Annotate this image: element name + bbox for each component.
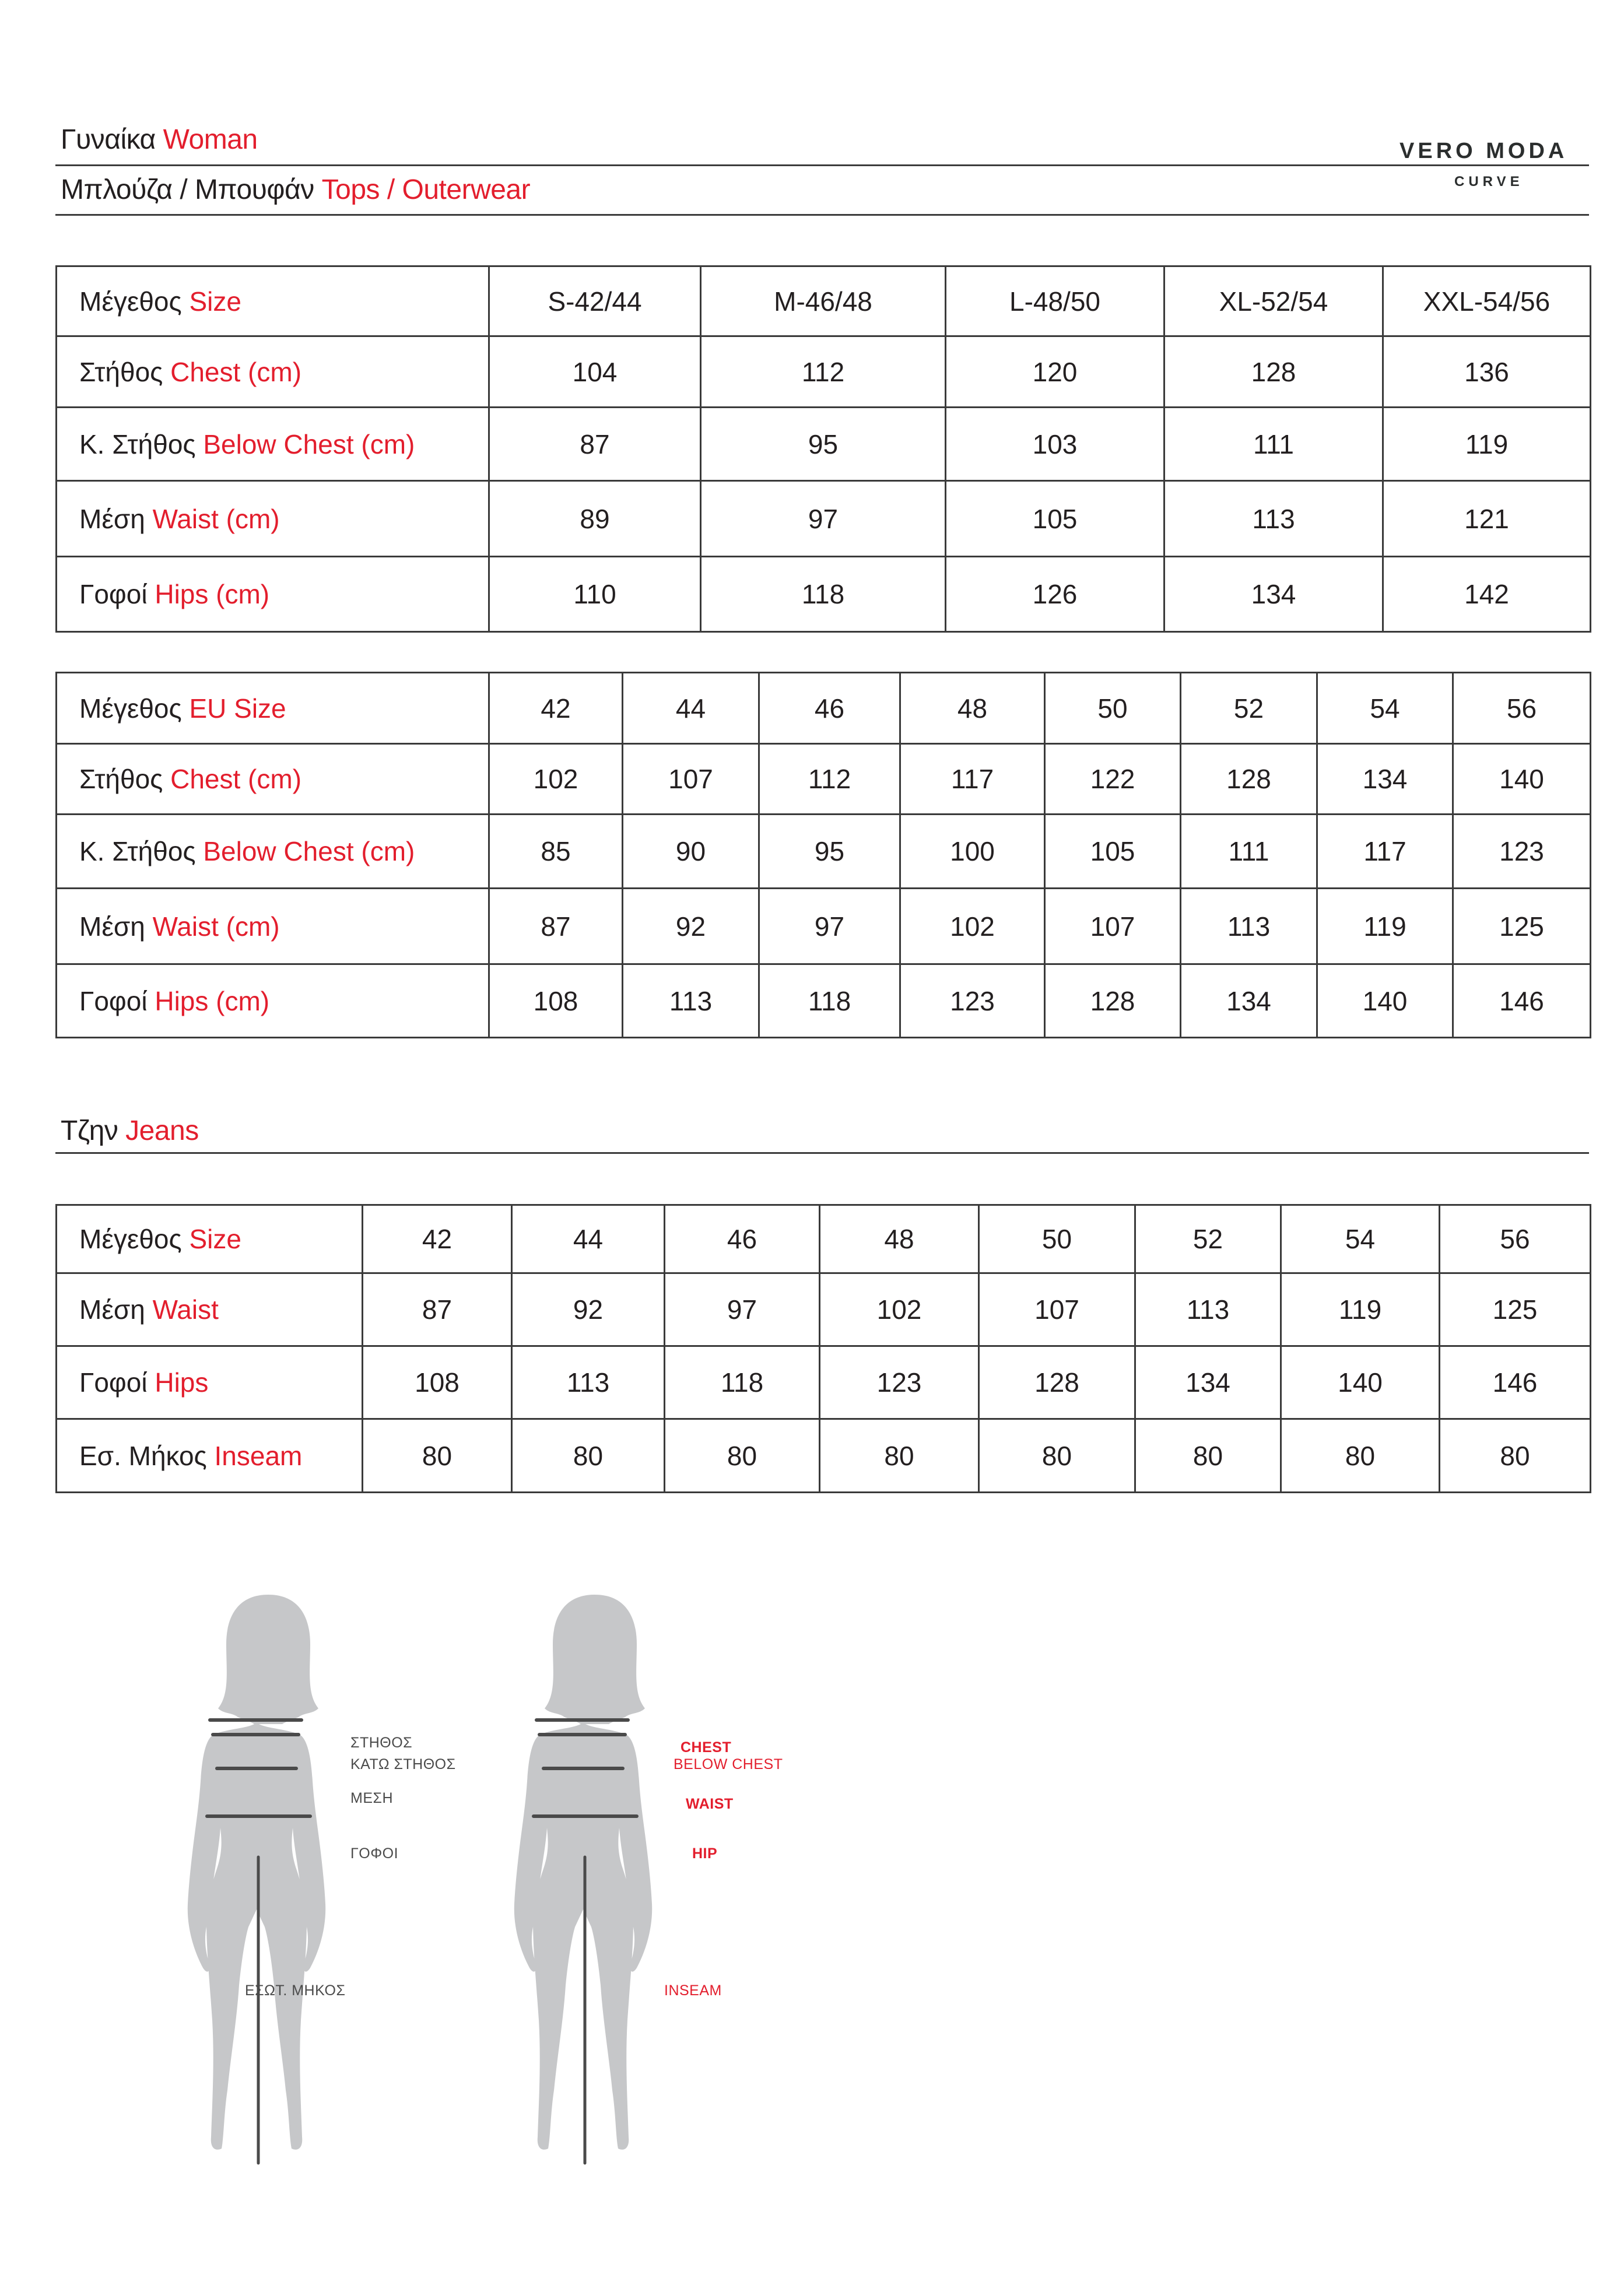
- table-cell: 108: [489, 964, 623, 1038]
- table-row: [57, 1419, 1591, 1493]
- figure-label-inseam-gr: ΕΣΩΤ. ΜΗΚΟΣ: [245, 1982, 346, 1999]
- row-label: [57, 1419, 363, 1493]
- column-header: 48: [900, 673, 1045, 744]
- row-label: [57, 815, 489, 889]
- row-label: [57, 266, 489, 336]
- label-english: Size: [189, 1224, 241, 1254]
- table-cell: 80: [665, 1419, 820, 1493]
- table-cell: 123: [900, 964, 1045, 1038]
- table-cell: 134: [1135, 1346, 1281, 1419]
- label-greek: Στήθος: [79, 764, 163, 794]
- label-english: Inseam: [214, 1440, 303, 1471]
- table-cell: 113: [1164, 481, 1383, 557]
- table-cell: 136: [1383, 336, 1591, 408]
- column-header: 54: [1281, 1205, 1440, 1273]
- table-header-row: [57, 1205, 1591, 1273]
- table-cell: 80: [820, 1419, 979, 1493]
- table-cell: 113: [623, 964, 759, 1038]
- table-cell: 112: [759, 744, 900, 815]
- label-greek: Κ. Στήθος: [79, 429, 196, 459]
- figure-label-hips-en: HIP: [692, 1845, 718, 1862]
- category-title-english: Tops / Outerwear: [321, 174, 531, 205]
- row-label: [57, 408, 489, 481]
- figure-label-below-chest-gr: ΚΑΤΩ ΣΤΗΘΟΣ: [350, 1756, 456, 1772]
- label-greek: Μέση: [79, 503, 145, 534]
- table-row: [57, 964, 1591, 1038]
- table-cell: 107: [979, 1273, 1135, 1346]
- table-cell: 104: [489, 336, 701, 408]
- table-cell: 80: [512, 1419, 665, 1493]
- table-row: [57, 1346, 1591, 1419]
- table-cell: 128: [1045, 964, 1181, 1038]
- table-row: [57, 815, 1591, 889]
- table-cell: 92: [623, 889, 759, 964]
- row-label: [57, 557, 489, 632]
- table-cell: 117: [1317, 815, 1453, 889]
- table-cell: 125: [1453, 889, 1591, 964]
- table-cell: 80: [1440, 1419, 1591, 1493]
- row-label: [57, 1205, 363, 1273]
- section-title-greek: Γυναίκα: [61, 124, 156, 155]
- column-header: L-48/50: [946, 266, 1164, 336]
- table-cell: 95: [759, 815, 900, 889]
- label-greek: Γοφοί: [79, 1367, 148, 1398]
- table-row: [57, 1273, 1591, 1346]
- table-cell: 123: [1453, 815, 1591, 889]
- header-divider-2: [55, 214, 1589, 216]
- table-cell: 146: [1453, 964, 1591, 1038]
- jeans-title-english: Jeans: [125, 1115, 199, 1146]
- section-title-english: Woman: [163, 124, 258, 155]
- row-label: [57, 481, 489, 557]
- table-cell: 97: [759, 889, 900, 964]
- figure-label-waist-gr: ΜΕΣΗ: [350, 1790, 394, 1806]
- label-greek: Μέση: [79, 1294, 145, 1325]
- label-greek: Γοφοί: [79, 985, 148, 1016]
- table-cell: 128: [1181, 744, 1317, 815]
- table-cell: 146: [1440, 1346, 1591, 1419]
- table-cell: 119: [1383, 408, 1591, 481]
- column-header: 50: [979, 1205, 1135, 1273]
- table-cell: 118: [759, 964, 900, 1038]
- column-header: 42: [363, 1205, 512, 1273]
- body-figure-greek: [181, 1589, 356, 2172]
- tops-size-table: [55, 265, 1591, 633]
- row-label: [57, 1273, 363, 1346]
- table-cell: 134: [1181, 964, 1317, 1038]
- table-cell: 80: [363, 1419, 512, 1493]
- table-cell: 107: [623, 744, 759, 815]
- table-cell: 122: [1045, 744, 1181, 815]
- table-cell: 128: [979, 1346, 1135, 1419]
- table-cell: 87: [489, 889, 623, 964]
- jeans-divider: [55, 1152, 1589, 1154]
- table-cell: 80: [1135, 1419, 1281, 1493]
- column-header: 46: [665, 1205, 820, 1273]
- label-english: Hips (cm): [155, 985, 270, 1016]
- table-cell: 119: [1317, 889, 1453, 964]
- table-header-row: [57, 673, 1591, 744]
- table-cell: 117: [900, 744, 1045, 815]
- table-cell: 97: [701, 481, 946, 557]
- column-header: 44: [512, 1205, 665, 1273]
- table-cell: 107: [1045, 889, 1181, 964]
- table-cell: 126: [946, 557, 1164, 632]
- label-greek: Μέση: [79, 911, 145, 942]
- table-cell: 121: [1383, 481, 1591, 557]
- figure-label-inseam-en: INSEAM: [664, 1982, 722, 1999]
- tops-eu-size-table: [55, 672, 1591, 1038]
- table-cell: 80: [979, 1419, 1135, 1493]
- table-cell: 128: [1164, 336, 1383, 408]
- label-greek: Μέγεθος: [79, 286, 182, 317]
- header-divider-1: [55, 164, 1589, 166]
- column-header: 54: [1317, 673, 1453, 744]
- column-header: 52: [1135, 1205, 1281, 1273]
- column-header: S-42/44: [489, 266, 701, 336]
- column-header: M-46/48: [701, 266, 946, 336]
- table-cell: 120: [946, 336, 1164, 408]
- figure-label-hips-gr: ΓΟΦΟΙ: [350, 1845, 399, 1862]
- table-cell: 140: [1317, 964, 1453, 1038]
- label-english: Size: [189, 286, 241, 317]
- table-cell: 111: [1164, 408, 1383, 481]
- column-header: XL-52/54: [1164, 266, 1383, 336]
- table-cell: 92: [512, 1273, 665, 1346]
- brand-logo: VERO MODA: [1399, 139, 1568, 163]
- label-greek: Εσ. Μήκος: [79, 1440, 207, 1471]
- label-greek: Μέγεθος: [79, 1224, 182, 1254]
- label-greek: Στήθος: [79, 356, 163, 387]
- table-cell: 112: [701, 336, 946, 408]
- table-cell: 123: [820, 1346, 979, 1419]
- table-cell: 89: [489, 481, 701, 557]
- label-english: Hips: [155, 1367, 209, 1398]
- table-cell: 119: [1281, 1273, 1440, 1346]
- table-cell: 85: [489, 815, 623, 889]
- table-cell: 103: [946, 408, 1164, 481]
- table-cell: 111: [1181, 815, 1317, 889]
- label-english: Chest (cm): [170, 764, 302, 794]
- figure-label-waist-en: WAIST: [686, 1796, 734, 1812]
- column-header: 56: [1453, 673, 1591, 744]
- table-row: [57, 889, 1591, 964]
- label-english: Hips (cm): [155, 579, 270, 609]
- table-cell: 125: [1440, 1273, 1591, 1346]
- table-cell: 134: [1164, 557, 1383, 632]
- figure-label-chest-gr: ΣΤΗΘΟΣ: [350, 1735, 413, 1751]
- row-label: [57, 964, 489, 1038]
- table-cell: 108: [363, 1346, 512, 1419]
- row-label: [57, 744, 489, 815]
- label-english: Below Chest (cm): [203, 429, 415, 459]
- table-cell: 134: [1317, 744, 1453, 815]
- table-cell: 140: [1453, 744, 1591, 815]
- jeans-size-table: [55, 1204, 1591, 1493]
- table-cell: 113: [512, 1346, 665, 1419]
- row-label: [57, 673, 489, 744]
- row-label: [57, 336, 489, 408]
- table-cell: 87: [489, 408, 701, 481]
- row-label: [57, 1346, 363, 1419]
- column-header: 56: [1440, 1205, 1591, 1273]
- label-english: EU Size: [189, 693, 286, 724]
- label-english: Waist: [152, 1294, 219, 1325]
- column-header: 50: [1045, 673, 1181, 744]
- table-cell: 110: [489, 557, 701, 632]
- column-header: XXL-54/56: [1383, 266, 1591, 336]
- body-figure-english: [507, 1589, 682, 2172]
- table-cell: 118: [701, 557, 946, 632]
- brand-logo-subline: CURVE: [1454, 174, 1524, 189]
- figure-label-below-chest-en: BELOW CHEST: [674, 1756, 783, 1772]
- table-cell: 118: [665, 1346, 820, 1419]
- table-cell: 102: [489, 744, 623, 815]
- table-cell: 105: [1045, 815, 1181, 889]
- jeans-title: [61, 1115, 199, 1147]
- table-cell: 80: [1281, 1419, 1440, 1493]
- figure-label-chest-en: CHEST: [681, 1739, 732, 1756]
- jeans-title-greek: Τζην: [61, 1115, 118, 1146]
- label-english: Below Chest (cm): [203, 836, 415, 866]
- table-cell: 142: [1383, 557, 1591, 632]
- column-header: 52: [1181, 673, 1317, 744]
- table-cell: 90: [623, 815, 759, 889]
- label-greek: Γοφοί: [79, 579, 148, 609]
- table-cell: 95: [701, 408, 946, 481]
- label-english: Waist (cm): [152, 503, 280, 534]
- section-title: [61, 124, 258, 156]
- table-row: [57, 481, 1591, 557]
- table-cell: 140: [1281, 1346, 1440, 1419]
- table-header-row: [57, 266, 1591, 336]
- category-title: [61, 174, 530, 206]
- category-title-greek: Μπλούζα / Μπουφάν: [61, 174, 314, 205]
- column-header: 48: [820, 1205, 979, 1273]
- table-cell: 97: [665, 1273, 820, 1346]
- table-cell: 102: [900, 889, 1045, 964]
- table-cell: 105: [946, 481, 1164, 557]
- label-english: Waist (cm): [152, 911, 280, 942]
- column-header: 42: [489, 673, 623, 744]
- table-cell: 100: [900, 815, 1045, 889]
- row-label: [57, 889, 489, 964]
- table-row: [57, 744, 1591, 815]
- table-row: [57, 336, 1591, 408]
- label-greek: Μέγεθος: [79, 693, 182, 724]
- table-cell: 87: [363, 1273, 512, 1346]
- table-row: [57, 408, 1591, 481]
- label-greek: Κ. Στήθος: [79, 836, 196, 866]
- column-header: 46: [759, 673, 900, 744]
- label-english: Chest (cm): [170, 356, 302, 387]
- column-header: 44: [623, 673, 759, 744]
- table-cell: 113: [1135, 1273, 1281, 1346]
- table-row: [57, 557, 1591, 632]
- table-cell: 102: [820, 1273, 979, 1346]
- table-cell: 113: [1181, 889, 1317, 964]
